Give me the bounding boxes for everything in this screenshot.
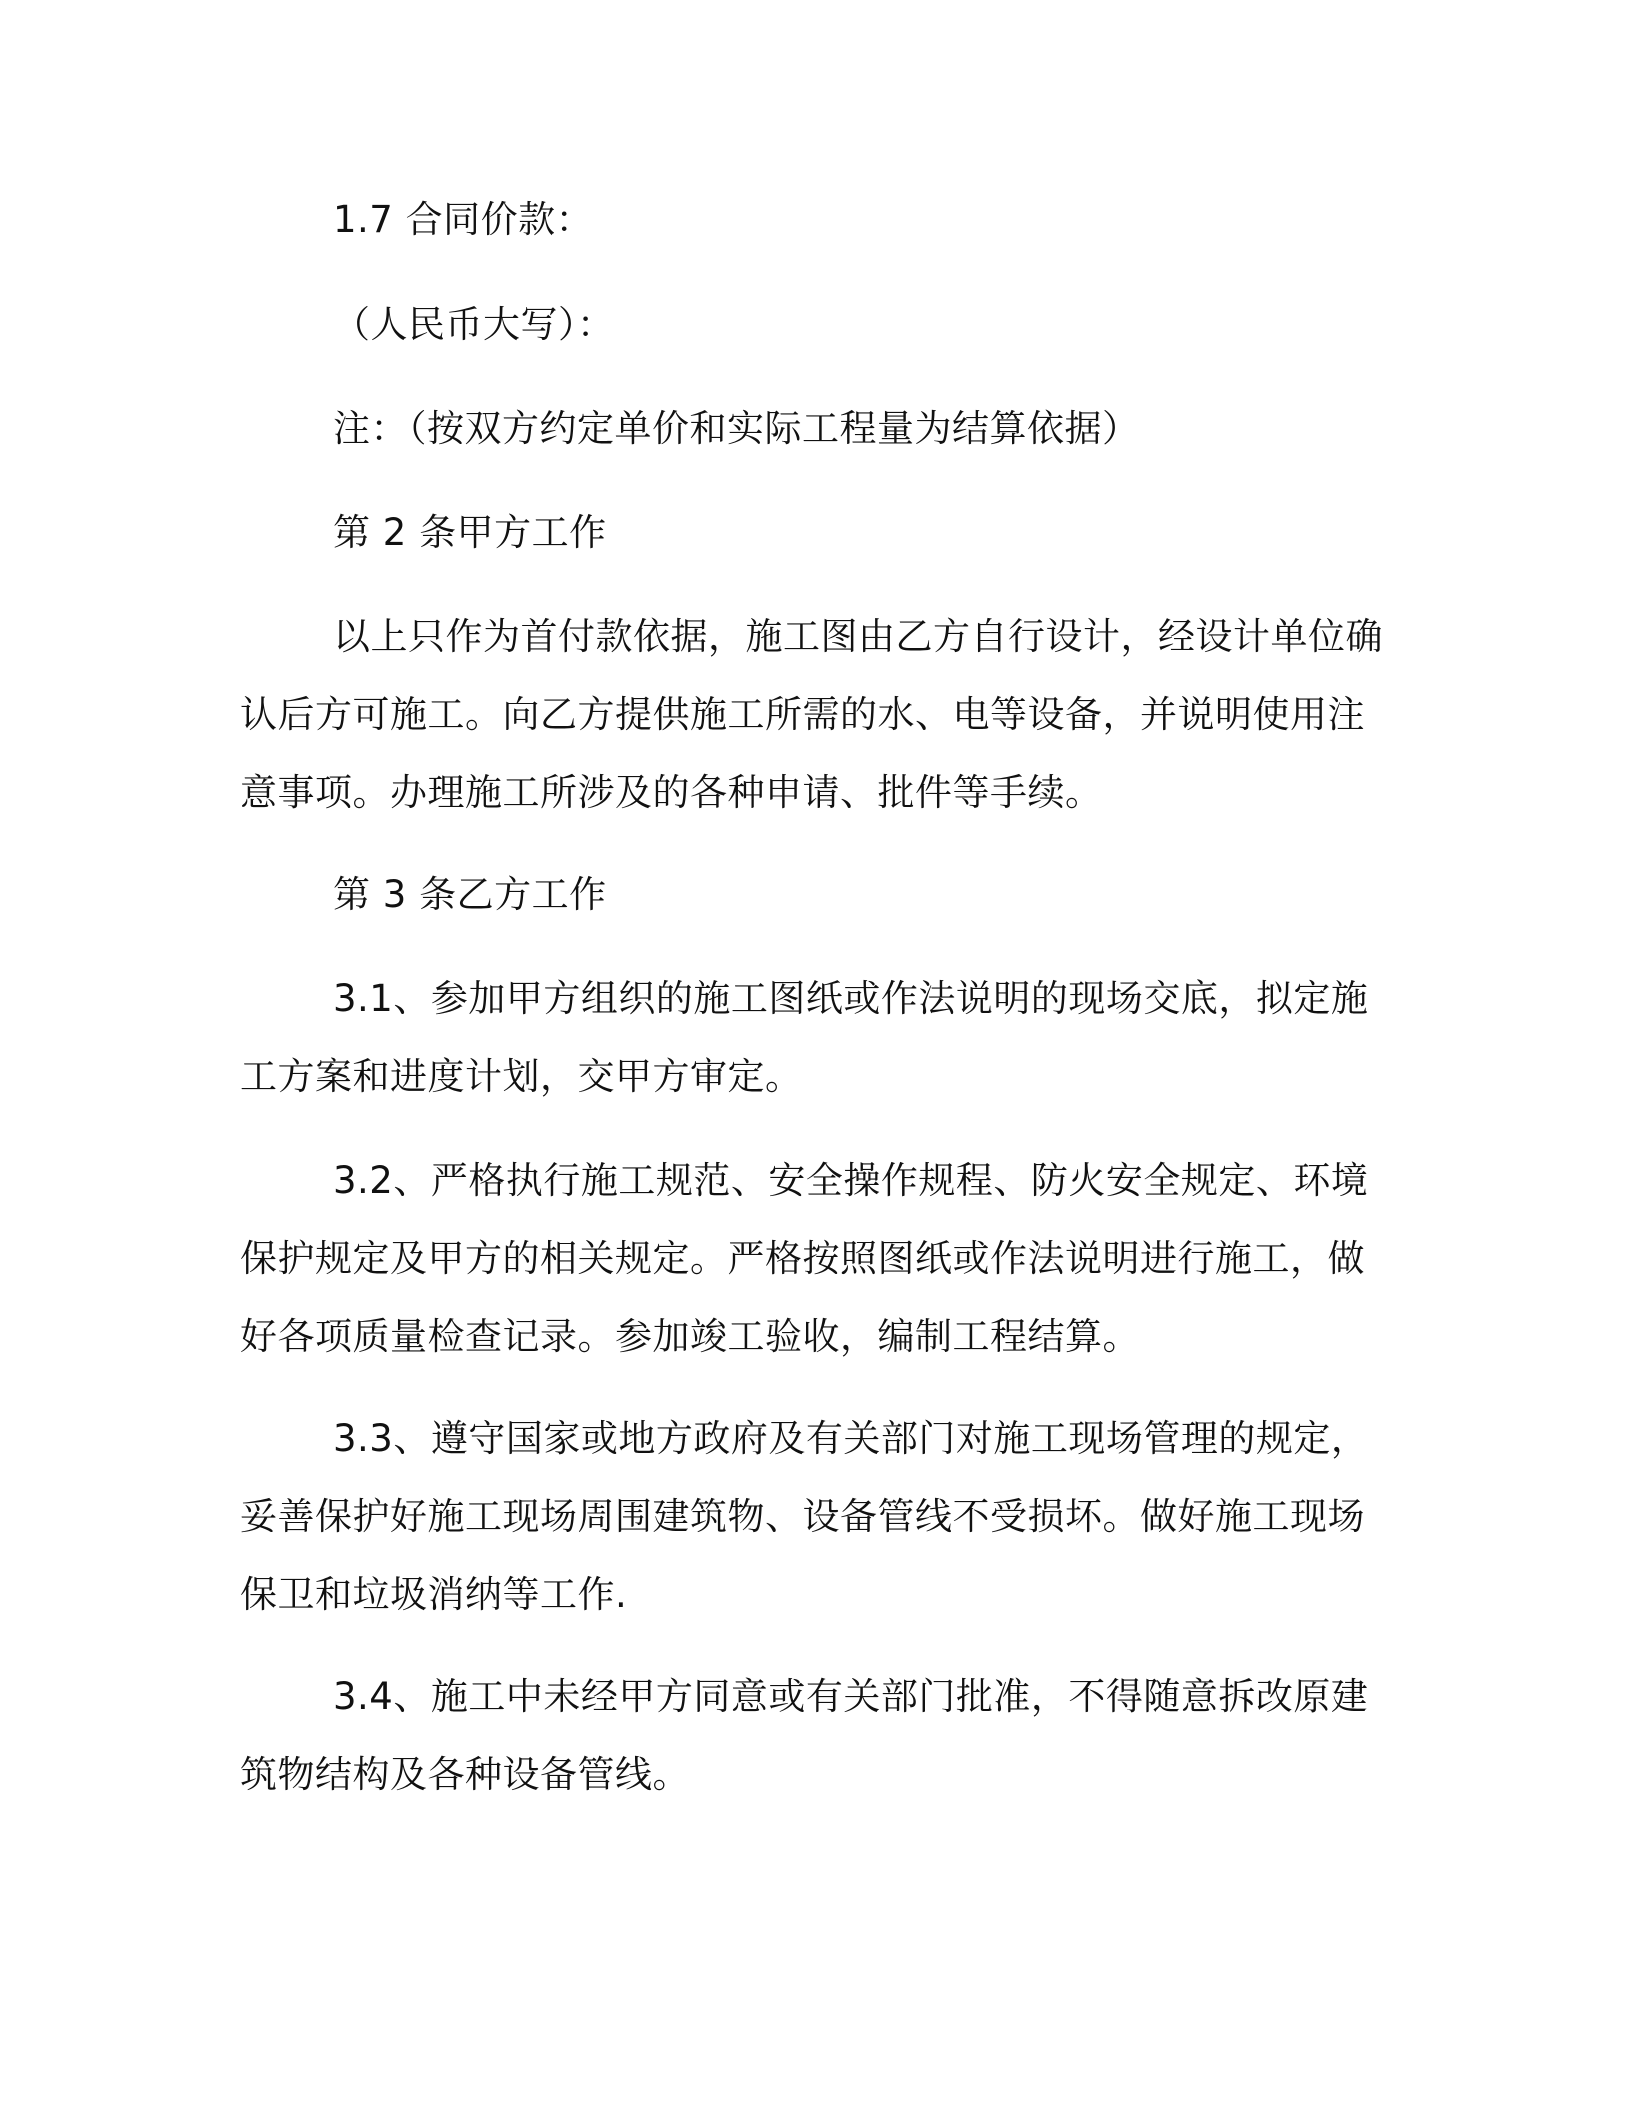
paragraph-line: 1.7 合同价款： (333, 198, 594, 241)
paragraph-line: 保卫和垃圾消纳等工作. (240, 1573, 628, 1616)
rmb-uppercase-line (240, 286, 1390, 364)
article-2-body (240, 598, 1390, 832)
paragraph-line: 3.3、遵守国家或地方政府及有关部门对施工现场管理的规定， (333, 1417, 1369, 1460)
contract-price-heading (240, 181, 1390, 259)
clause-3-2 (240, 1142, 1390, 1376)
paragraph-line: （人民币大写）： (333, 303, 615, 346)
article-3-heading (240, 856, 1390, 934)
paragraph-line: 意事项。办理施工所涉及的各种申请、批件等手续。 (240, 771, 1103, 814)
paragraph-line: 3.2、严格执行施工规范、安全操作规程、防火安全规定、环境 (333, 1159, 1369, 1202)
clause-3-3 (240, 1400, 1390, 1634)
paragraph-line: 工方案和进度计划，交甲方审定。 (240, 1055, 803, 1098)
paragraph-line: 3.1、参加甲方组织的施工图纸或作法说明的现场交底，拟定施 (333, 977, 1369, 1020)
paragraph-line: 以上只作为首付款依据，施工图由乙方自行设计，经设计单位确 (333, 615, 1383, 658)
paragraph-line: 保护规定及甲方的相关规定。严格按照图纸或作法说明进行施工，做 (240, 1237, 1365, 1280)
paragraph-line: 筑物结构及各种设备管线。 (240, 1753, 690, 1796)
paragraph-line: 3.4、施工中未经甲方同意或有关部门批准，不得随意拆改原建 (333, 1675, 1369, 1718)
article-2-heading (240, 494, 1390, 572)
paragraph-line: 注：（按双方约定单价和实际工程量为结算依据） (333, 407, 1140, 450)
settlement-note (240, 390, 1390, 468)
paragraph-line: 妥善保护好施工现场周围建筑物、设备管线不受损坏。做好施工现场 (240, 1495, 1365, 1538)
clause-3-1 (240, 960, 1390, 1116)
paragraph-line: 第 2 条甲方工作 (333, 511, 607, 554)
paragraph-line: 好各项质量检查记录。参加竣工验收，编制工程结算。 (240, 1315, 1140, 1358)
clause-3-4 (240, 1658, 1390, 1814)
paragraph-line: 第 3 条乙方工作 (333, 873, 607, 916)
paragraph-line: 认后方可施工。向乙方提供施工所需的水、电等设备，并说明使用注 (240, 693, 1365, 736)
